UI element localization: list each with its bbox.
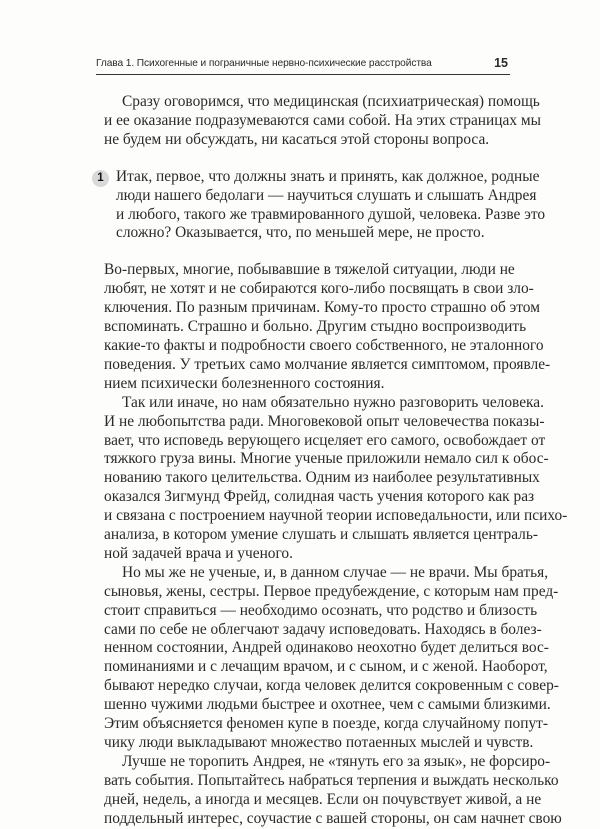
chapter-title: Глава 1. Психогенные и пограничные нервно-психические расстройства (96, 58, 432, 69)
note-number-badge: 1 (92, 170, 109, 187)
paragraph (104, 393, 568, 564)
text-line: поведения. У третьих само молчание является симптомом, проявле- (104, 355, 551, 373)
text-line: какие-то факты и подробности своего собственного, не эталонного (104, 336, 544, 354)
text-line: поддельный интерес, соучастие с вашей стороны, он сам начнет свою (104, 809, 562, 827)
text-line: не будем ни обсуждать, ни касаться этой стороны вопроса. (104, 130, 490, 148)
text-line: ной задачей врача и ученого. (104, 544, 293, 562)
text-line: ненном состоянии, Андрей одинаково неохотно будет делиться вос- (104, 639, 549, 657)
paragraph (104, 261, 551, 393)
text-line: и любого, такого же травмированного душой, человека. Разве это (116, 205, 546, 223)
text-line: стоит справиться — необходимо осознать, что родство и близость (104, 601, 538, 619)
text-line: оказался Зигмунд Фрейд, солидная часть учения которого как раз (104, 488, 535, 506)
text-line: бывают нередко случаи, когда человек делится сокровенным с совер- (104, 677, 559, 695)
text-line: Итак, первое, что должны знать и принять, как должное, родные (116, 167, 540, 185)
text-line: И не любопытства ради. Многовековой опыт человечества показы- (104, 412, 545, 430)
numbered-note (97, 167, 546, 244)
text-line: анализа, в котором умение слушать и слышать является централь- (104, 526, 538, 544)
paragraph (104, 563, 559, 753)
text-line: Так или иначе, но нам обязательно нужно разговорить человека. (122, 393, 544, 411)
spacer (104, 150, 504, 168)
text-line: люди нашего бедолаги — научиться слушать и слышать Андрея (116, 186, 537, 204)
text-line: любят, не хотят и не собираются кого-либо посвящать в свои зло- (104, 280, 534, 298)
page-body (97, 93, 568, 829)
text-line: вспоминать. Страшно и больно. Другим стыдно воспроизводить (104, 318, 527, 336)
text-line: нием психически болезненного состояния. (104, 374, 385, 392)
intro-paragraph (104, 93, 541, 150)
page-number: 15 (494, 56, 508, 70)
text-line: и связана с построением научной теории исповедальности, или психо- (104, 507, 568, 525)
text-line: Лучше не торопить Андрея, не «тянуть его за язык», не форсиро- (122, 752, 551, 770)
running-header (96, 56, 510, 75)
spacer (104, 243, 504, 261)
text-line: сложно? Оказывается, что, по меньшей мере, не просто. (116, 224, 485, 242)
text-line: вает, что исповедь верующего исцеляет его самого, освобождает от (104, 431, 546, 449)
text-line: вать события. Попытайтесь набраться терпения и выждать несколько (104, 771, 559, 789)
text-line: чику люди выкладывают множество потаенных мыслей и чувств. (104, 734, 534, 751)
text-line: Этим объясняется феномен купе в поезде, когда случайному попут- (104, 715, 549, 733)
text-line: Сразу оговоримся, что медицинская (психиатрическая) помощь (122, 93, 540, 110)
text-line: шенно чужими людьми быстрее и охотнее, чем с самыми близкими. (104, 696, 551, 714)
text-line: Но мы же не ученые, и, в данном случае — не врачи. Мы братья, (122, 563, 549, 581)
text-line: дней, недель, а иногда и месяцев. Если он почувствует живой, а не (104, 790, 542, 808)
main-text (104, 261, 568, 828)
text-line: и ее оказание подразумеваются сами собой. На этих страницах мы (104, 111, 541, 129)
text-line: ключения. По разным причинам. Кому-то просто страшно об этом (104, 299, 540, 317)
text-line: Во-первых, многие, побывавшие в тяжелой ситуации, люди не (104, 261, 515, 279)
paragraph (104, 752, 562, 829)
text-line: поминаниями и с лечащим врачом, и с сыном, и с женой. Наоборот, (104, 658, 548, 676)
text-line: тяжкого груза вины. Многие ученые приложили немало сил к обос- (104, 450, 549, 468)
text-line: сами по себе не облегчают задачу исповедовать. Находясь в болез- (104, 620, 542, 638)
text-line: сыновья, жены, сестры. Первое предубеждение, с которым нам пред- (104, 582, 559, 600)
text-line: нованию такого целительства. Одним из наиболее результативных (104, 469, 540, 487)
